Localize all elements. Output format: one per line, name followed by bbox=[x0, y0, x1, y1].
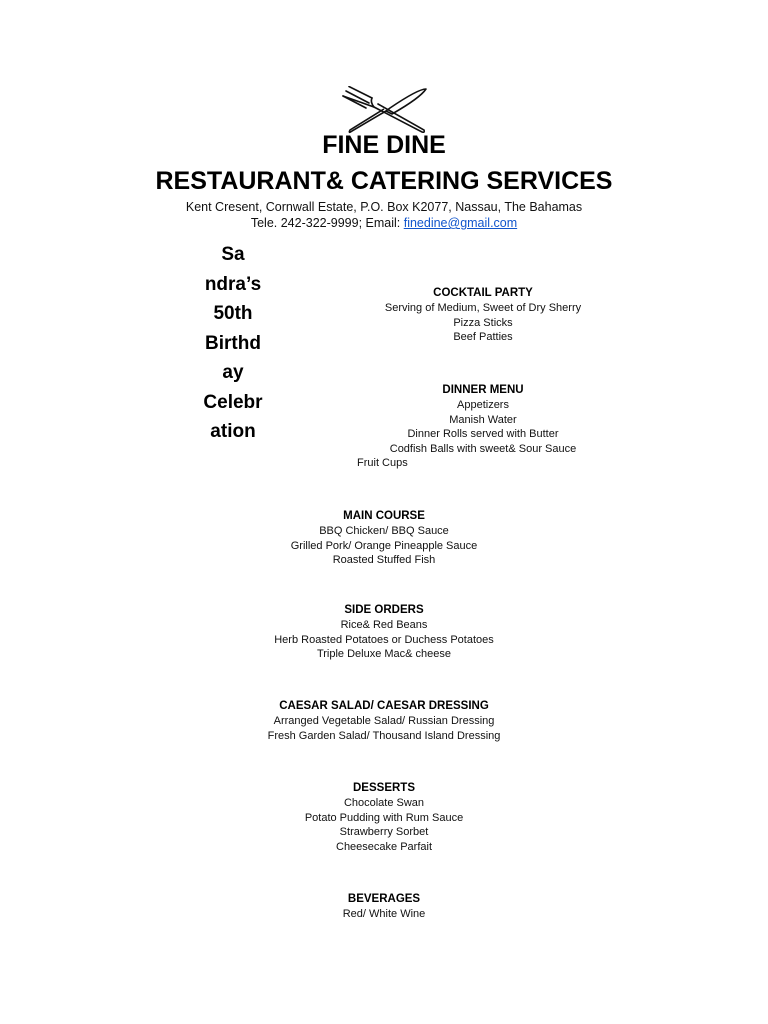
caesar-salad-section bbox=[234, 699, 534, 743]
section-heading: SIDE ORDERS bbox=[344, 604, 424, 616]
address-line: Kent Cresent, Cornwall Estate, P.O. Box K2077, Nassau, The Bahamas bbox=[185, 200, 583, 214]
event-title-line: Sa bbox=[221, 244, 245, 265]
menu-item: Triple Deluxe Mac& cheese bbox=[316, 648, 452, 661]
menu-item: Roasted Stuffed Fish bbox=[332, 554, 436, 567]
menu-item: Serving of Medium, Sweet of Dry Sherry bbox=[384, 301, 582, 314]
menu-item: Fresh Garden Salad/ Thousand Island Dressing bbox=[267, 729, 501, 742]
section-heading: DINNER MENU bbox=[442, 384, 524, 396]
event-title-line: ndra’s bbox=[204, 273, 262, 295]
contact-line bbox=[0, 216, 768, 230]
event-title bbox=[186, 240, 280, 447]
contact-phone: Tele. 242-322-9999; Email: bbox=[250, 216, 404, 230]
menu-item: Dinner Rolls served with Butter bbox=[407, 428, 559, 441]
menu-item: Strawberry Sorbet bbox=[339, 826, 429, 839]
menu-item: Beef Patties bbox=[453, 331, 513, 344]
desserts-section bbox=[234, 781, 534, 855]
menu-item: Pizza Sticks bbox=[453, 316, 513, 329]
menu-item: BBQ Chicken/ BBQ Sauce bbox=[319, 524, 449, 537]
menu-item: Manish Water bbox=[449, 413, 517, 426]
menu-item: Herb Roasted Potatoes or Duchess Potatoes bbox=[274, 633, 494, 646]
event-title-line: Birthd bbox=[205, 332, 261, 354]
menu-item: Potato Pudding with Rum Sauce bbox=[304, 811, 464, 824]
restaurant-name: FINE DINE bbox=[322, 131, 446, 159]
event-title-line: ay bbox=[222, 362, 244, 383]
restaurant-subtitle: RESTAURANT& CATERING SERVICES bbox=[155, 167, 613, 195]
menu-item: Appetizers bbox=[457, 398, 509, 411]
section-heading: DESSERTS bbox=[353, 782, 415, 794]
section-heading: COCKTAIL PARTY bbox=[433, 287, 533, 299]
section-heading: CAESAR SALAD/ CAESAR DRESSING bbox=[279, 700, 489, 712]
event-title-line: ation bbox=[210, 421, 256, 442]
email-link[interactable]: finedine@gmail.com bbox=[403, 216, 518, 230]
menu-item: Rice& Red Beans bbox=[340, 618, 428, 631]
menu-item: Chocolate Swan bbox=[343, 796, 425, 809]
dinner-section bbox=[363, 383, 603, 457]
fork-knife-icon bbox=[340, 86, 428, 136]
section-heading: BEVERAGES bbox=[347, 893, 421, 905]
event-title-line: 50th bbox=[213, 303, 253, 324]
menu-item: Arranged Vegetable Salad/ Russian Dressing bbox=[273, 714, 495, 727]
main-course-section bbox=[234, 509, 534, 568]
menu-item: Fruit Cups bbox=[357, 457, 408, 469]
menu-item: Red/ White Wine bbox=[342, 907, 426, 920]
side-orders-section bbox=[234, 603, 534, 662]
beverages-section bbox=[234, 892, 534, 922]
menu-item: Cheesecake Parfait bbox=[336, 841, 432, 854]
section-heading: MAIN COURSE bbox=[343, 510, 425, 522]
menu-item: Codfish Balls with sweet& Sour Sauce bbox=[389, 443, 577, 456]
event-title-line: Celebr bbox=[203, 391, 263, 413]
menu-item: Grilled Pork/ Orange Pineapple Sauce bbox=[290, 539, 478, 552]
cocktail-section bbox=[363, 286, 603, 345]
